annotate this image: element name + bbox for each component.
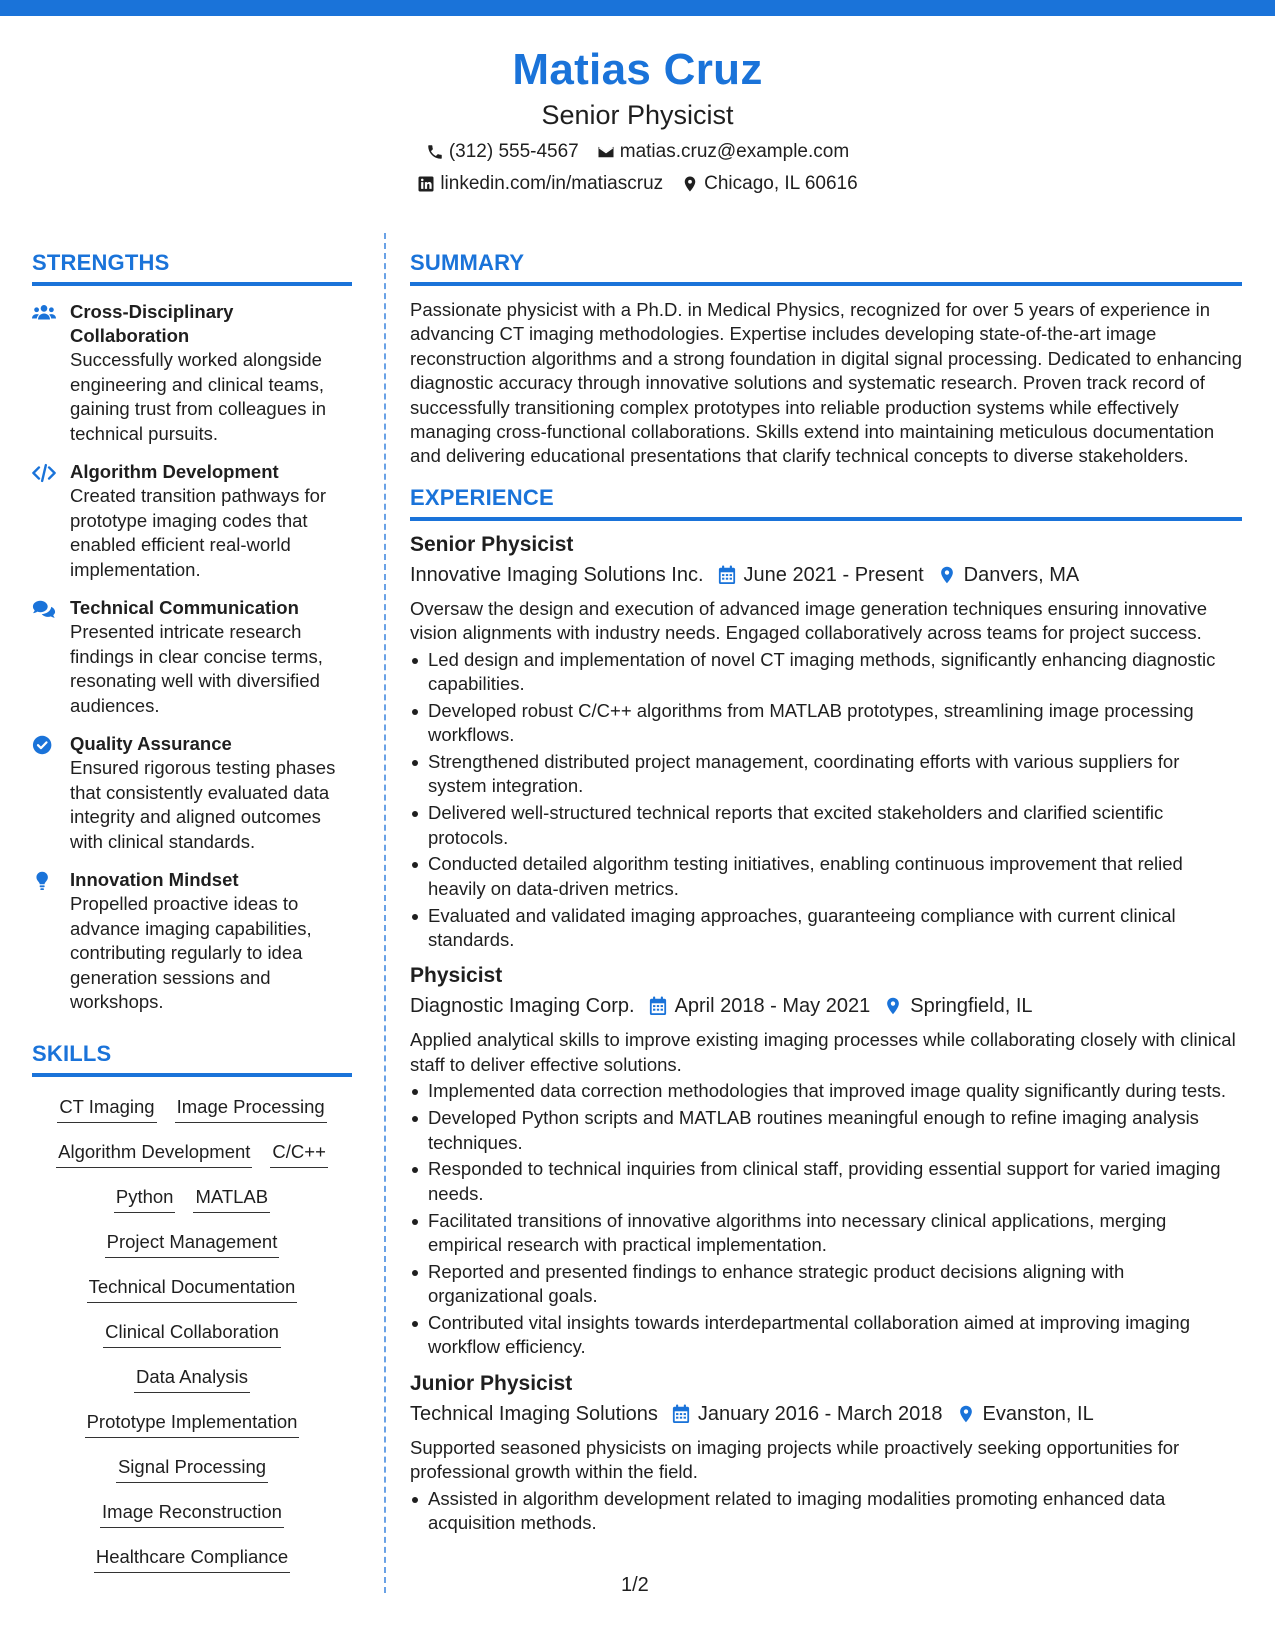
linkedin-icon <box>417 175 435 193</box>
job-dates-text: January 2016 - March 2018 <box>697 1402 943 1425</box>
comments-icon <box>32 598 56 620</box>
strength-item <box>32 732 352 854</box>
strength-title: Innovation Mindset <box>70 869 239 890</box>
job-bullet: Led design and implementation of novel CT imaging methods, significantly enhancing diagnostic capabilities. <box>410 648 1242 697</box>
skill-row <box>32 1455 352 1483</box>
contact-row-2 <box>0 172 1275 196</box>
contact-row-1 <box>0 140 1275 164</box>
map-pin-icon <box>957 1404 975 1424</box>
skill-tag: Technical Documentation <box>87 1275 298 1303</box>
job-dates-text: June 2021 - Present <box>743 563 924 586</box>
skill-row <box>32 1230 352 1258</box>
candidate-role: Senior Physicist <box>541 100 734 130</box>
job-bullet: Developed robust C/C++ algorithms from MATLAB prototypes, streamlining image processing workflows. <box>410 699 1242 748</box>
calendar-icon <box>649 996 667 1016</box>
skill-tag: Clinical Collaboration <box>103 1320 281 1348</box>
skill-row <box>32 1320 352 1348</box>
job-bullet: Delivered well-structured technical reports that excited stakeholders and clarified scientific protocols. <box>410 801 1242 850</box>
skill-tag: MATLAB <box>193 1185 270 1213</box>
skill-row <box>32 1365 352 1393</box>
job-location <box>957 1400 1094 1428</box>
skill-row <box>32 1410 352 1438</box>
skill-tag: CT Imaging <box>57 1095 156 1123</box>
location-contact <box>681 172 858 196</box>
job-meta <box>410 1400 1242 1428</box>
experience-list <box>410 531 1242 1536</box>
job-bullet: Developed Python scripts and MATLAB routines meaningful enough to refine imaging analysis techniques. <box>410 1106 1242 1155</box>
strength-desc: Propelled proactive ideas to advance imaging capabilities, contributing regularly to idea generation sessions and workshops. <box>70 893 312 1012</box>
linkedin-contact[interactable] <box>417 172 663 196</box>
check-circle-icon <box>32 734 56 756</box>
job-bullet: Implemented data correction methodologies that improved image quality significantly during tests. <box>410 1079 1242 1103</box>
candidate-name: Matias Cruz <box>512 45 763 94</box>
job-entry <box>410 531 1242 953</box>
job-description: Supported seasoned physicists on imaging projects while proactively seeking opportunities for professional growth within the field. <box>410 1436 1180 1483</box>
job-bullet: Evaluated and validated imaging approaches, guaranteeing compliance with current clinical standards. <box>410 904 1242 953</box>
strength-desc: Successfully worked alongside engineering and clinical teams, gaining trust from colleagues in technical pursuits. <box>70 349 327 444</box>
job-title: Junior Physicist <box>410 1371 573 1395</box>
job-company: Diagnostic Imaging Corp. <box>410 995 635 1018</box>
calendar-icon <box>672 1404 690 1424</box>
skill-row <box>32 1095 352 1123</box>
column-divider <box>384 233 386 1593</box>
lightbulb-icon <box>32 870 56 892</box>
skill-tag: Image Processing <box>175 1095 327 1123</box>
job-dates <box>672 1400 943 1428</box>
skill-tag: Data Analysis <box>134 1365 250 1393</box>
strengths-heading: STRENGTHS <box>32 250 352 286</box>
skill-tag: Prototype Implementation <box>85 1410 300 1438</box>
users-icon <box>32 302 56 324</box>
job-dates-text: April 2018 - May 2021 <box>674 995 871 1018</box>
job-bullet: Responded to technical inquiries from clinical staff, providing essential support for varied imaging needs. <box>410 1157 1242 1206</box>
job-entry <box>410 1370 1242 1536</box>
map-pin-icon <box>938 565 956 585</box>
job-meta <box>410 992 1242 1020</box>
map-pin-icon <box>884 996 902 1016</box>
calendar-icon <box>718 565 736 585</box>
job-bullet: Reported and presented findings to enhance strategic product decisions aligning with organizational goals. <box>410 1260 1242 1309</box>
job-entry <box>410 962 1242 1359</box>
map-pin-icon <box>681 175 699 193</box>
skill-row <box>32 1275 352 1303</box>
strength-title: Technical Communication <box>70 597 299 618</box>
skill-row <box>32 1185 352 1213</box>
skill-row <box>32 1500 352 1528</box>
strength-title: Cross-Disciplinary Collaboration <box>70 301 234 346</box>
skill-row <box>32 1545 352 1573</box>
strength-desc: Ensured rigorous testing phases that consistently evaluated data integrity and aligned outcomes with clinical standards. <box>70 757 336 852</box>
job-location <box>884 992 1032 1020</box>
job-bullet: Strengthened distributed project management, coordinating efforts with various suppliers for system integration. <box>410 750 1242 799</box>
resume-header <box>0 44 1275 196</box>
skills-heading: SKILLS <box>32 1041 352 1077</box>
skill-tag: Signal Processing <box>116 1455 268 1483</box>
location-text: Chicago, IL 60616 <box>704 173 858 194</box>
job-meta <box>410 561 1242 589</box>
job-bullets <box>410 648 1242 953</box>
code-icon <box>32 462 56 484</box>
strength-title: Algorithm Development <box>70 461 279 482</box>
job-dates <box>718 561 924 589</box>
strength-item <box>32 460 352 582</box>
strength-item <box>32 596 352 718</box>
skill-tag: Algorithm Development <box>56 1140 252 1168</box>
strength-desc: Created transition pathways for prototype imaging codes that enabled efficient real-world implementation. <box>70 485 327 580</box>
strength-item <box>32 868 352 1015</box>
job-bullet: Conducted detailed algorithm testing initiatives, enabling continuous improvement that relied heavily on data-driven metrics. <box>410 852 1242 901</box>
experience-heading: EXPERIENCE <box>410 485 1242 521</box>
phone-icon <box>426 143 444 161</box>
job-company: Technical Imaging Solutions <box>410 1402 658 1425</box>
skills-list <box>32 1095 352 1573</box>
skill-tag: Image Reconstruction <box>100 1500 284 1528</box>
skill-tag: Python <box>114 1185 176 1213</box>
top-accent-bar <box>0 0 1275 16</box>
job-bullets <box>410 1487 1242 1536</box>
skill-tag: C/C++ <box>270 1140 327 1168</box>
phone-contact <box>426 140 579 164</box>
job-bullet: Assisted in algorithm development related to imaging modalities promoting enhanced data acquisition methods. <box>410 1487 1242 1536</box>
job-location-text: Danvers, MA <box>963 563 1080 586</box>
strength-item <box>32 300 352 446</box>
job-description: Oversaw the design and execution of advanced image generation techniques ensuring innovative vision alignments with industry needs. Engaged collaboratively across teams for project success. <box>410 597 1208 644</box>
phone-text: (312) 555-4567 <box>448 141 579 162</box>
linkedin-text[interactable]: linkedin.com/in/matiascruz <box>440 173 664 194</box>
job-bullet: Contributed vital insights towards interdepartmental collaboration aimed at improving imaging workflow efficiency. <box>410 1311 1242 1360</box>
skill-tag: Healthcare Compliance <box>94 1545 290 1573</box>
right-column <box>410 250 1242 1538</box>
job-location-text: Springfield, IL <box>910 995 1033 1018</box>
skill-tag: Project Management <box>105 1230 280 1258</box>
job-description: Applied analytical skills to improve existing imaging processes while collaborating closely with clinical staff to deliver effective solutions. <box>410 1029 1236 1075</box>
job-location <box>938 561 1080 589</box>
job-bullets <box>410 1079 1242 1359</box>
job-dates <box>649 992 871 1020</box>
skill-row <box>32 1140 352 1168</box>
summary-text: Passionate physicist with a Ph.D. in Medical Physics, recognized for over 5 years of experience in advancing CT imaging methodologies. Expertise includes developing state-of-the-art image reconstruction algorithms and a strong foundation in digital signal processing. Dedicated to enhancing diagnostic accuracy through innovative solutions and systematic research. Proven track record of successfully transitioning complex prototypes into reliable production systems while effectively managing cross-functional collaborations. Skills extend into maintaining meticulous documentation and delivering educational presentations that clarify technical concepts to diverse stakeholders. <box>410 299 1242 467</box>
job-bullet: Facilitated transitions of innovative algorithms into necessary clinical applications, merging empirical research with practical implementation. <box>410 1209 1242 1258</box>
email-text[interactable]: matias.cruz@example.com <box>619 141 850 162</box>
envelope-icon <box>597 143 615 161</box>
email-contact[interactable] <box>597 140 849 164</box>
job-title: Physicist <box>410 964 503 988</box>
summary-heading: SUMMARY <box>410 250 1242 286</box>
strength-desc: Presented intricate research findings in clear concise terms, resonating well with diversified audiences. <box>70 621 323 716</box>
job-title: Senior Physicist <box>410 532 574 556</box>
job-company: Innovative Imaging Solutions Inc. <box>410 563 704 586</box>
left-column <box>32 250 352 1590</box>
page-number: 1/2 <box>621 1574 649 1596</box>
strength-title: Quality Assurance <box>70 733 232 754</box>
job-location-text: Evanston, IL <box>982 1402 1094 1425</box>
